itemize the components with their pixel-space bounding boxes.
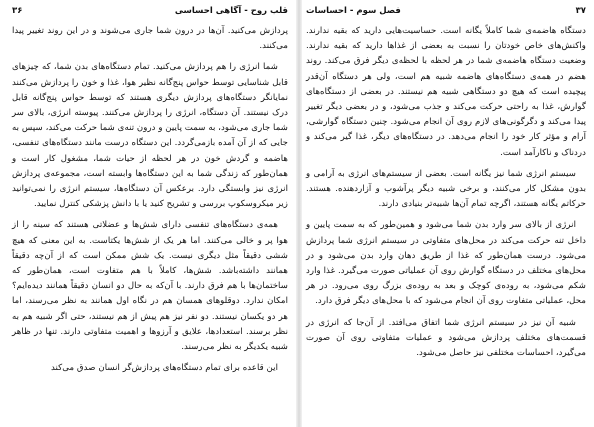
right-page [302, 0, 594, 427]
paragraph: این قاعده برای تمام دستگاه‌های پردازش‌گر انسان صدق می‌کند [50, 363, 278, 374]
paragraph: سیستم انرژی شما نیز یگانه است. بعضی از سیستم‌های انرژی به آرامی و بدون مشکل کار می‌کنند، و برخی شبیه دیگر پرآشوب و آزاردهنده. هستند. حرکاتم یگانه هستند، اگرچه تمام آن‌ها شبیه‌تر بنیادی دارند. [306, 168, 586, 210]
right-page-header [306, 4, 586, 18]
left-book-title: قلب روح - آگاهی احساسی [174, 6, 288, 16]
paragraph: انرژی از بالای سر وارد بدن شما می‌شود و همین‌طور که به سمت پایین و داخل تنه حرکت می‌کند در محل‌های متفاوتی در سیستم انرژی شما پردازش می‌شود. درست همان‌طور که غذا از طریق دهان وارد بدن می‌شود و در محل‌های مختلف در دستگاه گوارش روی آن عملیاتی صورت می‌گیرد. غذا وارد شکم می‌شود، به روده‌ی کوچک و بعد به روده‌ی بزرگ روی می‌رود. در هر محل، عملیاتی متفاوت روی آن انجام می‌شود که با محل‌های دیگر فرق دارد. [306, 220, 586, 307]
paragraph: پردازش می‌کنید. آن‌ها در درون شما جاری می‌شوند و در این روند تغییر پیدا می‌کنند. [12, 26, 288, 52]
paragraph: همه‌ی دستگاه‌های تنفسی دارای شش‌ها و عضلاتی هستند که سینه را از هوا پر و خالی می‌کنند. اما هر یک از شش‌ها یکتاست. به این معنی که هیچ ششی دقیقاً مثل دیگری نیست. یک شش ممکن است که از آن‌چه دقیقاً همانند داشته‌باشد. شش‌ها، کاملاً با هم متفاوت است، همان‌طور که ساختمان‌ها با هم فرق دارند. با آن‌که به حال دو انسان دقیقاً همانند دیده‌ایم؟ امکان ندارد. دوقلوهای همسان هم در نگاه اول همانند به نظر می‌رسند، اما هر دو یکسان نیستند. دو نفر نیز هم پیش از هم نیستند، حتی اگر شبیه هم به نظر برسند. استعدادها، علایق و آرزوها و اهمیت متفاوتی دارند. تنها در ظاهر شبیه یکدیگر به نظر می‌رسند. [12, 220, 288, 353]
right-chapter-title: فصل سوم - احساسات [306, 6, 401, 16]
left-page-number: ۳۶ [12, 6, 23, 16]
paragraph: دستگاه هاضمه‌ی شما کاملاً یگانه است. حساسیت‌هایی دارید که بقیه ندارند. واکنش‌های خاص خودتان را نسبت به بعضی از غذاها دارید که بقیه ندارند. وضعیت دستگاه هاضمه‌ی شما در هر لحظه با لحظه‌ی دیگر فرق می‌کند. روند هضم در همه‌ی دستگاه‌های هاضمه شبیه هم است، ولی هر دستگاه آن‌قدر پیچیده است که هیچ دو دستگاهی شبیه هم نیستند. در بعضی از دستگاه‌های گوارش، غذا به راحتی حرکت می‌کند و جذب می‌شود، و در بعضی دیگر تغییر پیدا می‌کند و دگرگونی‌های لازم روی آن انجام می‌شود. چنین دستگاه گوارشی، آرام و مؤثر کار خود را انجام می‌دهد. در دستگاه‌های دیگر، غذا گیر می‌کند و دردناک و ناکارآمد است. [306, 26, 586, 158]
paragraph: شما انرژی را هم پردازش می‌کنید. تمام دستگاه‌های بدن شما، که چیزهای قابل شناسایی توسط حواس پنج‌گانه نظیر هوا، غذا و خون را پردازش می‌کنند نمایانگر دستگاه‌های پردازش دیگری هستند که توسط حواس پنج‌گانه قابل درک نیستند. آن دستگاه، انرژی را پردازش می‌کنند. پیوسته انرژی، بالای سر شما جاری می‌شود، به سمت پایین و درون تنه‌ی شما حرکت می‌کند، سپس به جایی که از آن آمده بازمی‌گردد. این دستگاه درست مانند دستگاه‌های تنفسی، هاضمه و گردش خون در هر لحظه از حیات شما، مشغول کار است و همان‌طور که زندگی شما به این دستگاه‌ها وابسته است، مجموعه‌ی پردازش انرژی نیز وابستگی دارد. برعکس آن دستگاه‌ها، سیستم انرژی را نمی‌توانید زیر میکروسکوپ بررسی و تشریح کنید یا با دانش پزشکی کنترل نمایید. [12, 62, 288, 210]
left-page [0, 0, 296, 427]
paragraph: شبیه آن نیز در سیستم انرژی شما اتفاق می‌افتد. از آن‌جا که انرژی در قسمت‌های مختلف پردازش می‌شود و عملیات متفاوتی روی آن صورت می‌گیرد، احساسات مختلفی نیز حاصل می‌شود. [306, 317, 586, 359]
left-page-header [12, 4, 288, 18]
right-page-body [306, 24, 586, 361]
left-page-body [12, 24, 288, 376]
right-page-number: ۳۷ [575, 6, 586, 16]
book-gutter [296, 0, 302, 427]
